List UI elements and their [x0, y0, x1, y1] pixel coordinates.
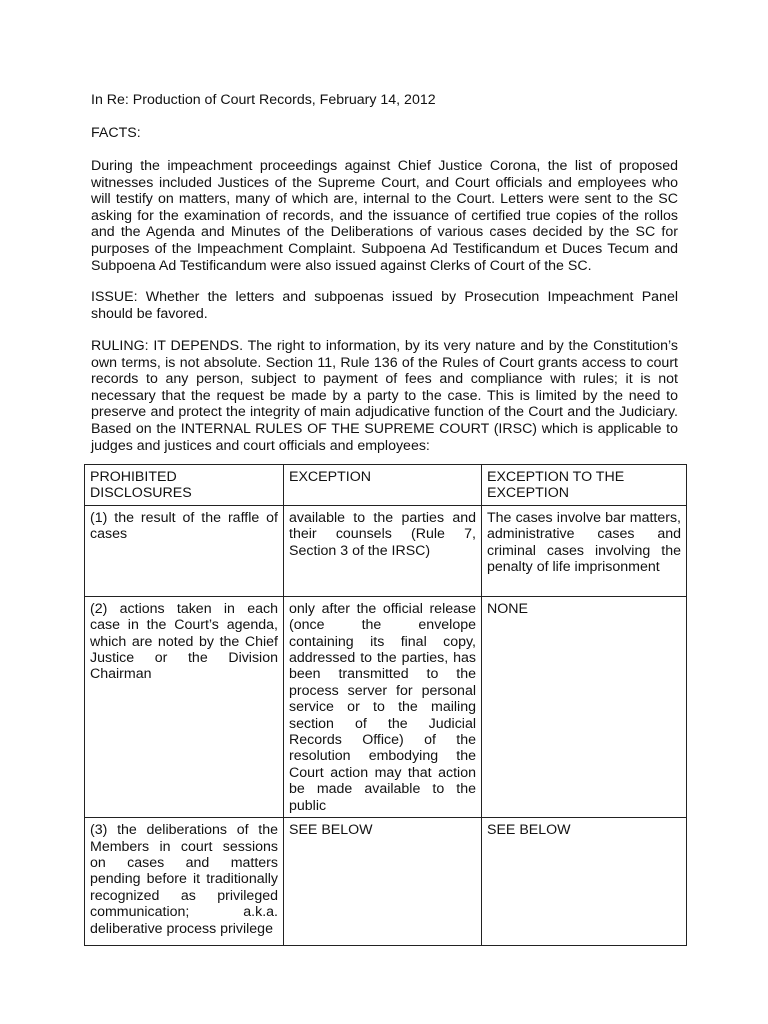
- cell-exception: SEE BELOW: [284, 818, 482, 946]
- header-exception: EXCEPTION: [284, 465, 482, 506]
- cell-exception: available to the parties and their counsels (Rule 7, Section 3 of the IRSC): [284, 505, 482, 596]
- cell-exception-to-exception: The cases involve bar matters, administrative cases and criminal cases involving the penalty of life imprisonment: [482, 505, 687, 596]
- disclosures-table: [84, 464, 687, 946]
- facts-paragraph: During the impeachment proceedings against Chief Justice Corona, the list of proposed witnesses included Justices of the Supreme Court, and Court officials and employees who will testify on matters, many of which are, internal to the Court. Letters were sent to the SC asking for the examination of records, and the issuance of certified true copies of the rollos and the Agenda and Minutes of the Deliberations of various cases decided by the SC for purposes of the Impeachment Complaint. Subpoena Ad Testificandum et Duces Tecum and Subpoena Ad Testificandum were also issued against Clerks of Court of the SC.: [91, 158, 678, 274]
- cell-exception-to-exception: NONE: [482, 596, 687, 817]
- cell-prohibited: (1) the result of the raffle of cases: [85, 505, 284, 596]
- ruling-paragraph: RULING: IT DEPENDS. The right to information, by its very nature and by the Constitution’s own terms, is not absolute. Section 11, Rule 136 of the Rules of Court grants access to court records to any person, subject to payment of fees and compliance with rules; it is not necessary that the request be made by a party to the case. This is limited by the need to preserve and protect the integrity of main adjudicative function of the Court and the Judiciary. Based on the INTERNAL RULES OF THE SUPREME COURT (IRSC) which is applicable to judges and justices and court officials and employees:: [91, 338, 678, 454]
- table-row: [85, 596, 687, 817]
- issue-paragraph: ISSUE: Whether the letters and subpoenas issued by Prosecution Impeachment Panel should be favored.: [91, 289, 678, 322]
- cell-exception: only after the official release (once the envelope containing its final copy, addressed to the parties, has been transmitted to the process server for personal service or to the mailing section of the Judicial Records Office) of the resolution embodying the Court action may that action be made available to the public: [284, 596, 482, 817]
- cell-prohibited: (2) actions taken in each case in the Court’s agenda, which are noted by the Chief Justice or the Division Chairman: [85, 596, 284, 817]
- facts-heading: FACTS:: [91, 125, 141, 141]
- header-prohibited-disclosures: PROHIBITED DISCLOSURES: [85, 465, 284, 506]
- header-exception-to-exception: EXCEPTION TO THE EXCEPTION: [482, 465, 687, 506]
- case-title: In Re: Production of Court Records, February 14, 2012: [91, 92, 436, 108]
- cell-prohibited: (3) the deliberations of the Members in court sessions on cases and matters pending before it traditionally recognized as privileged communication; a.k.a. deliberative process privilege: [85, 818, 284, 946]
- table-row: [85, 818, 687, 946]
- cell-exception-to-exception: SEE BELOW: [482, 818, 687, 946]
- table-row: [85, 505, 687, 596]
- table-header-row: [85, 465, 687, 506]
